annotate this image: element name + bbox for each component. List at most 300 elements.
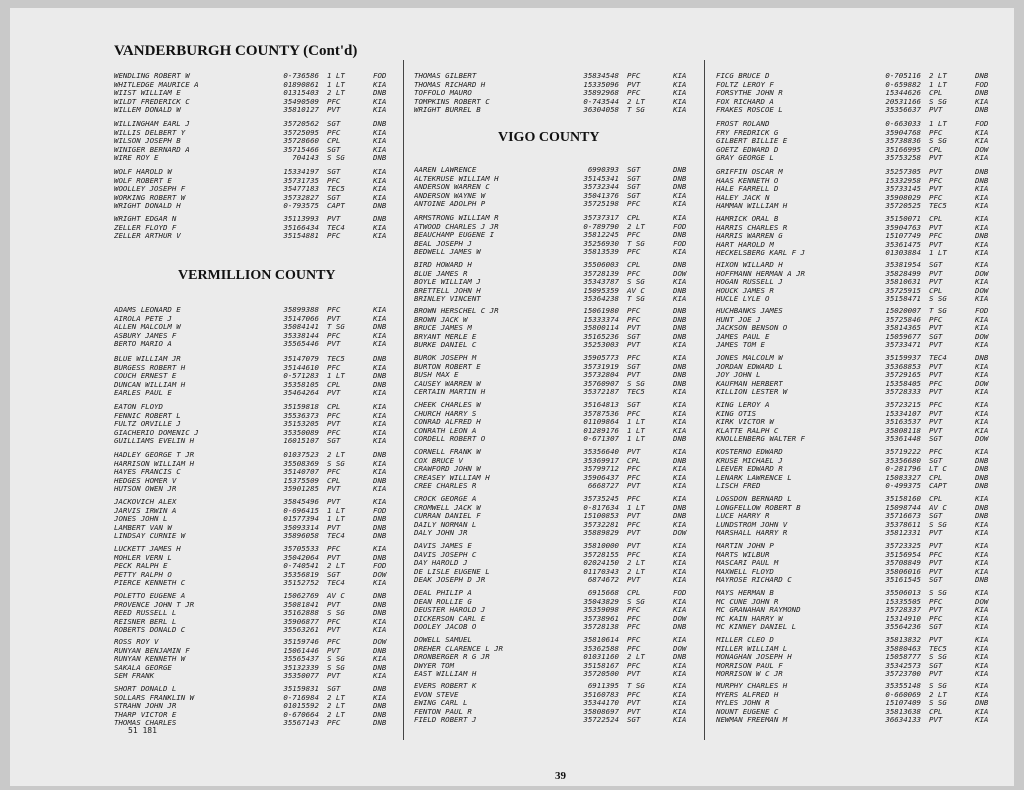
status-code: KIA (975, 670, 989, 679)
status-code: KIA (975, 388, 989, 397)
casualty-row (114, 601, 399, 610)
casualty-row (414, 653, 699, 662)
casualty-name: MARTS WILBUR (716, 550, 770, 559)
rank: SGT (327, 685, 341, 693)
status-code: KIA (975, 154, 989, 163)
serial-number: 35152752 (283, 579, 319, 588)
serial-number: 35904763 (885, 223, 921, 232)
rank: PVT (929, 168, 943, 176)
rank: PVT (627, 341, 641, 350)
status-code: KIA (373, 185, 387, 194)
status-code: KIA (373, 168, 387, 176)
status-code: DNB (975, 482, 989, 491)
casualty-name: CONRAD ALFRED H (414, 418, 481, 427)
casualty-name: ROBERTS DONALD C (114, 626, 186, 635)
casualty-name: LOGSDON BERNARD L (716, 495, 792, 503)
casualty-name: GILBERT BILLIE E (716, 137, 788, 146)
serial-number: 35723700 (885, 670, 921, 679)
status-code: KIA (673, 542, 687, 550)
casualty-name: DAILY NORMAN L (414, 520, 477, 529)
serial-number: 01289176 (583, 426, 619, 435)
casualty-row (716, 232, 1001, 241)
serial-number: 0-743544 (583, 97, 619, 106)
serial-number: 15061980 (583, 307, 619, 315)
serial-number: 35144610 (283, 363, 319, 372)
casualty-row (716, 623, 1001, 632)
status-code: KIA (975, 606, 989, 615)
serial-number: 35161545 (885, 576, 921, 585)
casualty-row (716, 682, 1001, 691)
casualty-name: DEUSTER HAROLD J (414, 606, 486, 615)
rank: SGT (327, 570, 341, 579)
serial-number: 35159818 (283, 403, 319, 411)
casualty-row (114, 98, 399, 107)
status-code: KIA (673, 636, 687, 644)
status-code: KIA (373, 693, 387, 702)
status-code: FOD (373, 506, 387, 515)
casualty-name: CHURCH HARRY S (414, 409, 477, 418)
casualty-row (114, 89, 399, 98)
rank: PFC (929, 597, 943, 606)
rank: S SG (929, 295, 947, 304)
serial-number: 01315403 (283, 89, 319, 98)
status-code: DNB (373, 646, 387, 655)
entry-group (114, 72, 399, 115)
casualty-row (414, 495, 699, 504)
casualty-row (716, 354, 1001, 363)
entry-group (114, 215, 399, 241)
casualty-name: THOMAS GILBERT (414, 72, 477, 80)
casualty-name: ALLEN MALCOLM W (114, 323, 181, 332)
status-code: DNB (673, 371, 687, 380)
rank: 2 LT (327, 693, 345, 702)
casualty-name: ANTOINE ADOLPH P (414, 200, 486, 209)
serial-number: 35906437 (583, 473, 619, 482)
status-code: KIA (373, 128, 387, 137)
casualty-row (716, 215, 1001, 224)
casualty-row (414, 512, 699, 521)
casualty-name: COUCH ERNEST E (114, 372, 177, 381)
entry-group (114, 638, 399, 681)
rank: 1 LT (627, 418, 645, 427)
serial-number: 35567143 (283, 719, 319, 728)
status-code: KIA (373, 437, 387, 446)
serial-number: 35728138 (583, 623, 619, 632)
status-code: KIA (975, 644, 989, 653)
casualty-name: HAYES FRANCIS C (114, 468, 181, 477)
casualty-row (114, 364, 399, 373)
status-code: DNB (373, 89, 387, 98)
entry-group (414, 682, 699, 725)
casualty-row (716, 542, 1001, 551)
entry-group (414, 354, 699, 397)
casualty-row (716, 410, 1001, 419)
rank: 2 LT (627, 567, 645, 576)
casualty-row (716, 363, 1001, 372)
casualty-name: DEAN ROLLIE G (414, 597, 472, 606)
serial-number: 35343787 (583, 278, 619, 287)
rank: PFC (627, 409, 641, 418)
serial-number: 35158160 (885, 495, 921, 503)
rank: T SG (929, 307, 947, 315)
casualty-name: ZELLER FLOYD F (114, 223, 177, 232)
rank: 1 LT (929, 80, 947, 89)
casualty-row (716, 504, 1001, 513)
casualty-row (114, 507, 399, 516)
casualty-name: WINIGER BERNARD A (114, 145, 190, 154)
status-code: KIA (673, 465, 687, 474)
casualty-name: MILLER WILLIAM L (716, 644, 788, 653)
serial-number: 35378611 (885, 520, 921, 529)
vanderburgh-county-heading: VANDERBURGH COUNTY (Cont'd) (114, 43, 358, 59)
casualty-row (414, 354, 699, 363)
casualty-row (716, 98, 1001, 107)
serial-number: 36304058 (583, 106, 619, 115)
casualty-row (716, 154, 1001, 163)
casualty-name: JAMES PAUL E (716, 332, 770, 341)
casualty-name: NOUNT EUGENE C (716, 707, 779, 716)
serial-number: 35081841 (283, 600, 319, 609)
casualty-name: DREHER CLARENCE L JR (414, 644, 503, 653)
rank: PFC (327, 411, 341, 420)
casualty-name: MASCARI PAUL M (716, 559, 779, 568)
status-code: KIA (975, 324, 989, 333)
serial-number: 35719222 (885, 448, 921, 456)
serial-number: 0-659882 (885, 80, 921, 89)
status-code: KIA (975, 448, 989, 456)
status-code: KIA (373, 223, 387, 232)
casualty-row (414, 223, 699, 232)
casualty-name: MAYS HERMAN B (716, 589, 774, 597)
rank: T SG (627, 106, 645, 115)
casualty-row (414, 287, 699, 296)
serial-number: 16015107 (283, 437, 319, 446)
rank: CPL (327, 403, 341, 411)
casualty-row (114, 120, 399, 129)
rank: 1 LT (929, 249, 947, 258)
casualty-name: WILLEM DONALD W (114, 106, 181, 115)
rank: SGT (627, 716, 641, 725)
casualty-row (716, 495, 1001, 504)
status-code: DOW (673, 269, 687, 278)
casualty-row (114, 81, 399, 90)
casualty-row (114, 306, 399, 315)
casualty-row (414, 333, 699, 342)
rank: TEC4 (929, 354, 947, 362)
rank: PVT (627, 324, 641, 333)
casualty-row (114, 194, 399, 203)
rank: PFC (327, 545, 341, 553)
casualty-row (114, 429, 399, 438)
casualty-row (716, 699, 1001, 708)
entry-group (114, 168, 399, 211)
status-code: KIA (673, 606, 687, 615)
serial-number: 0-740541 (283, 562, 319, 571)
status-code: KIA (673, 670, 687, 679)
status-code: DOW (373, 570, 387, 579)
serial-number: 35253003 (583, 341, 619, 350)
casualty-row (716, 324, 1001, 333)
casualty-name: PROVENCE JOHN T JR (114, 600, 195, 609)
casualty-name: WOLF HAROLD W (114, 168, 172, 176)
status-code: KIA (373, 106, 387, 115)
serial-number: 02024150 (583, 559, 619, 568)
casualty-name: DUNCAN WILLIAM H (114, 380, 186, 389)
casualty-name: FRAKES ROSCOE L (716, 106, 783, 115)
status-code: KIA (975, 240, 989, 249)
rank: PVT (929, 567, 943, 576)
casualty-name: CROMWELL JACK W (414, 503, 481, 512)
status-code: KIA (373, 579, 387, 588)
casualty-name: PETTY RALPH O (114, 570, 172, 579)
status-code: KIA (673, 661, 687, 670)
status-code: KIA (673, 567, 687, 576)
status-code: DNB (975, 456, 989, 465)
serial-number: 35720525 (885, 202, 921, 211)
entry-group (414, 495, 699, 538)
status-code: KIA (975, 401, 989, 409)
casualty-row (414, 474, 699, 483)
status-code: DNB (673, 286, 687, 295)
vigo-county-heading: VIGO COUNTY (498, 130, 600, 145)
rank: CAPT (327, 202, 345, 211)
casualty-name: BRETTELL JOHN H (414, 286, 481, 295)
casualty-name: WIRE ROY E (114, 154, 159, 163)
status-code: DNB (673, 174, 687, 183)
status-code: DNB (673, 332, 687, 341)
casualty-name: BIRD HOWARD H (414, 261, 472, 269)
casualty-name: JONES JOHN L (114, 515, 168, 524)
status-code: KIA (673, 409, 687, 418)
status-code: KIA (673, 716, 687, 725)
casualty-row (716, 106, 1001, 115)
casualty-name: MC GRANAHAN RAYMOND (716, 606, 801, 615)
casualty-row (414, 72, 699, 81)
casualty-name: BURGESS ROBERT H (114, 363, 186, 372)
status-code: DNB (673, 166, 687, 174)
casualty-name: LUCKETT JAMES H (114, 545, 181, 553)
casualty-name: CRAWFORD JOHN W (414, 465, 481, 474)
casualty-row (414, 278, 699, 287)
casualty-row (114, 315, 399, 324)
status-code: KIA (975, 661, 989, 670)
entry-group (114, 451, 399, 494)
serial-number: 35477183 (283, 185, 319, 194)
rank: CPL (929, 215, 943, 223)
status-code: KIA (975, 193, 989, 202)
serial-number: 35728333 (885, 388, 921, 397)
casualty-name: WRIGHT BURREL B (414, 106, 481, 115)
rank: TEC4 (327, 223, 345, 232)
casualty-row (114, 562, 399, 571)
entry-group (414, 589, 699, 632)
casualty-name: WILDT FREDERICK C (114, 97, 190, 106)
casualty-name: EARLES PAUL E (114, 389, 172, 398)
rank: S SG (327, 459, 345, 468)
casualty-name: REISNER BERL L (114, 617, 177, 626)
casualty-name: MARTIN JOHN P (716, 542, 774, 550)
serial-number: 15314910 (885, 614, 921, 623)
entry-group (114, 545, 399, 588)
rank: PVT (627, 512, 641, 521)
serial-number: 0-281796 (885, 465, 921, 474)
casualty-name: KAUFMAN HERBERT (716, 379, 783, 388)
casualty-name: GRIFFIN OSCAR M (716, 168, 783, 176)
entry-group (114, 498, 399, 541)
rank: S SG (929, 589, 947, 597)
casualty-name: JOY JOHN L (716, 371, 761, 380)
casualty-name: LONGFELLOW ROBERT B (716, 503, 801, 512)
serial-number: 35158471 (885, 295, 921, 304)
casualty-row (716, 261, 1001, 270)
page-number: 39 (555, 770, 566, 782)
casualty-row (114, 655, 399, 664)
entry-group (414, 214, 699, 257)
casualty-row (414, 106, 699, 115)
casualty-name: ALTEKRUSE WILLIAM H (414, 174, 499, 183)
serial-number: 35901285 (283, 485, 319, 494)
rank: PVT (929, 278, 943, 287)
casualty-row (414, 716, 699, 725)
rank: PVT (929, 716, 943, 725)
rank: PVT (627, 80, 641, 89)
status-code: KIA (673, 597, 687, 606)
status-code: KIA (975, 362, 989, 371)
rank: SGT (929, 623, 943, 632)
status-code: KIA (975, 409, 989, 418)
serial-number: 35806016 (885, 567, 921, 576)
casualty-row (114, 532, 399, 541)
casualty-row (716, 691, 1001, 700)
casualty-row (414, 81, 699, 90)
rank: CPL (627, 456, 641, 465)
rank: PVT (327, 389, 341, 398)
casualty-name: DOOLEY JACOB O (414, 623, 477, 632)
casualty-row (414, 427, 699, 436)
serial-number: 0-705116 (885, 72, 921, 80)
serial-number: 35899388 (283, 306, 319, 314)
serial-number: 35506013 (885, 589, 921, 597)
casualty-row (716, 333, 1001, 342)
status-code: KIA (975, 278, 989, 287)
rank: PFC (327, 306, 341, 314)
serial-number: 35787536 (583, 409, 619, 418)
rank: 1 LT (627, 426, 645, 435)
serial-number: 35147079 (283, 355, 319, 363)
casualty-name: CREE CHARLES R (414, 482, 477, 491)
casualty-row (414, 240, 699, 249)
serial-number: 15100853 (583, 512, 619, 521)
casualty-row (716, 185, 1001, 194)
rank: SGT (929, 576, 943, 585)
rank: PVT (327, 523, 341, 532)
rank: PVT (929, 670, 943, 679)
casualty-name: JAMES TOM E (716, 341, 765, 350)
rank: PFC (627, 661, 641, 670)
casualty-name: FORSYTHE JOHN R (716, 89, 783, 98)
rank: PVT (627, 371, 641, 380)
casualty-name: BURTON ROBERT E (414, 362, 481, 371)
status-code: KIA (373, 137, 387, 146)
status-code: DNB (373, 553, 387, 562)
status-code: DNB (975, 699, 989, 708)
rank: AV C (929, 503, 947, 512)
rank: PVT (929, 426, 943, 435)
rank: PFC (327, 617, 341, 626)
rank: TEC4 (327, 579, 345, 588)
status-code: DNB (673, 261, 687, 269)
rank: PFC (627, 72, 641, 80)
status-code: DNB (975, 89, 989, 98)
rank: S SG (929, 97, 947, 106)
casualty-name: ZELLER ARTHUR V (114, 232, 181, 241)
casualty-row (114, 571, 399, 580)
serial-number: 35362588 (583, 644, 619, 653)
rank: PFC (627, 465, 641, 474)
casualty-row (716, 716, 1001, 725)
rank: CPL (929, 707, 943, 716)
status-code: DNB (373, 323, 387, 332)
serial-number: 35728660 (283, 137, 319, 146)
rank: CPL (929, 473, 943, 482)
rank: CPL (929, 89, 943, 98)
casualty-row (114, 420, 399, 429)
status-code: KIA (975, 215, 989, 223)
rank: T SG (627, 682, 645, 690)
serial-number: 35150071 (885, 215, 921, 223)
casualty-row (716, 278, 1001, 287)
rank: TEC5 (327, 185, 345, 194)
casualty-row (716, 551, 1001, 560)
serial-number: 35731919 (583, 362, 619, 371)
serial-number: 01577394 (283, 515, 319, 524)
rank: 1 LT (327, 72, 345, 80)
serial-number: 35828499 (885, 269, 921, 278)
casualty-name: MURPHY CHARLES H (716, 682, 788, 690)
rank: PFC (627, 307, 641, 315)
rank: PVT (929, 418, 943, 427)
entry-group (716, 401, 1001, 444)
rank: AV C (627, 286, 645, 295)
serial-number: 35042064 (283, 553, 319, 562)
status-code: DNB (373, 215, 387, 223)
casualty-name: BOYLE WILLIAM J (414, 278, 481, 287)
rank: PVT (929, 269, 943, 278)
serial-number: 35812245 (583, 231, 619, 240)
rank: S SG (327, 154, 345, 163)
casualty-row (414, 504, 699, 513)
casualty-name: THOMAS RICHARD H (414, 80, 486, 89)
casualty-name: EVON STEVE (414, 690, 459, 699)
rank: PFC (929, 315, 943, 324)
status-code: DOW (975, 597, 989, 606)
serial-number: 0-671307 (583, 435, 619, 444)
casualty-name: HARRISON WILLIAM H (114, 459, 195, 468)
serial-number: 35166995 (885, 145, 921, 154)
status-code: KIA (975, 418, 989, 427)
serial-number: 15344626 (885, 89, 921, 98)
casualty-row (414, 606, 699, 615)
casualty-row (716, 670, 1001, 679)
casualty-row (716, 371, 1001, 380)
serial-number: 35043829 (583, 597, 619, 606)
status-code: KIA (975, 567, 989, 576)
status-code: DNB (373, 663, 387, 672)
casualty-row (414, 645, 699, 654)
serial-number: 35256930 (583, 239, 619, 248)
serial-number: 35729165 (885, 371, 921, 380)
rank: S SG (929, 682, 947, 690)
